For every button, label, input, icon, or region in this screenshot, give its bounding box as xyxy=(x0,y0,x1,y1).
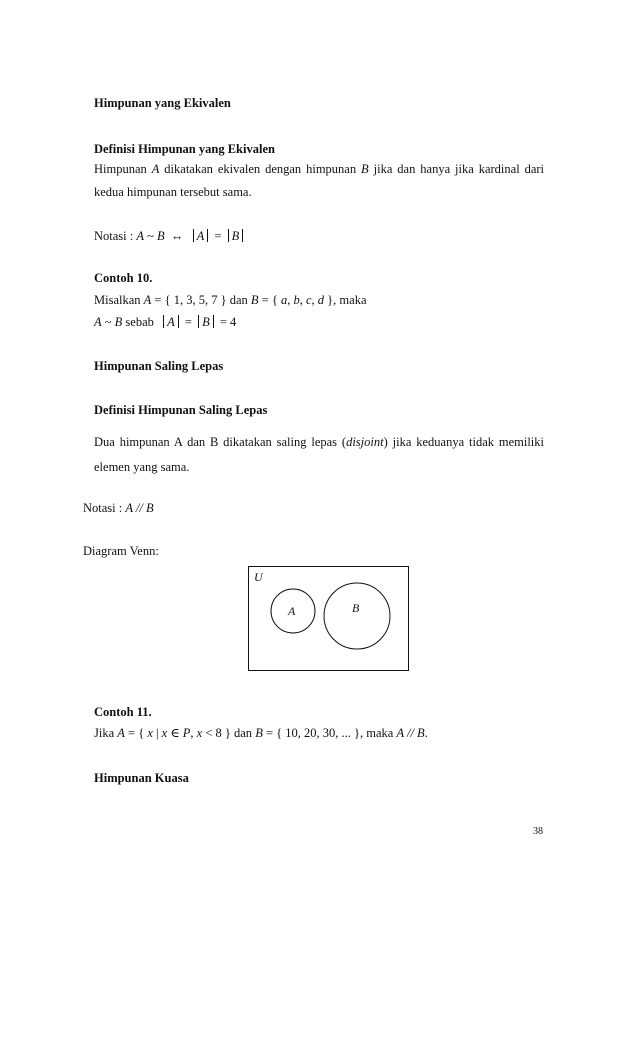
example-11-line: Jika A = { x | x ∈ P, x < 8 } dan B = { 10, 20, 30, ... }, maka A // B. xyxy=(94,726,428,740)
definition-saling-lepas-line-2: elemen yang sama. xyxy=(94,460,190,474)
example-10-line-1: Misalkan A = { 1, 3, 5, 7 } dan B = { a, b, c, d }, maka xyxy=(94,293,367,307)
definition-ekivalen-line-1: Himpunan A dikatakan ekivalen dengan himpunan B jika dan hanya jika kardinal dari xyxy=(94,162,545,176)
section-heading-saling-lepas: Himpunan Saling Lepas xyxy=(94,359,224,373)
section-heading-himpunan-kuasa: Himpunan Kuasa xyxy=(94,771,189,785)
set-b-circle xyxy=(324,583,390,649)
notation-ekivalen: Notasi : A ~ B ↔ A = B xyxy=(94,228,246,244)
page-number: 38 xyxy=(533,826,543,837)
set-b-label: B xyxy=(352,601,360,615)
definition-heading-ekivalen: Definisi Himpunan yang Ekivalen xyxy=(94,142,275,156)
definition-saling-lepas-line-1: Dua himpunan A dan B dikatakan saling lepas (disjoint) jika keduanya tidak memiliki xyxy=(94,435,544,449)
definition-ekivalen-line-2: kedua himpunan tersebut sama. xyxy=(94,185,252,199)
venn-diagram-label: Diagram Venn: xyxy=(83,544,159,558)
example-10-line-2: A ~ B sebab A = B = 4 xyxy=(94,315,237,329)
example-10-heading: Contoh 10. xyxy=(94,271,153,285)
notation-saling-lepas: Notasi : A // B xyxy=(83,501,154,515)
set-a-label: A xyxy=(288,604,296,618)
section-heading-ekivalen: Himpunan yang Ekivalen xyxy=(94,96,231,110)
universe-label: U xyxy=(254,570,263,584)
definition-heading-saling-lepas: Definisi Himpunan Saling Lepas xyxy=(94,403,268,417)
venn-diagram xyxy=(248,566,410,672)
example-11-heading: Contoh 11. xyxy=(94,705,152,719)
